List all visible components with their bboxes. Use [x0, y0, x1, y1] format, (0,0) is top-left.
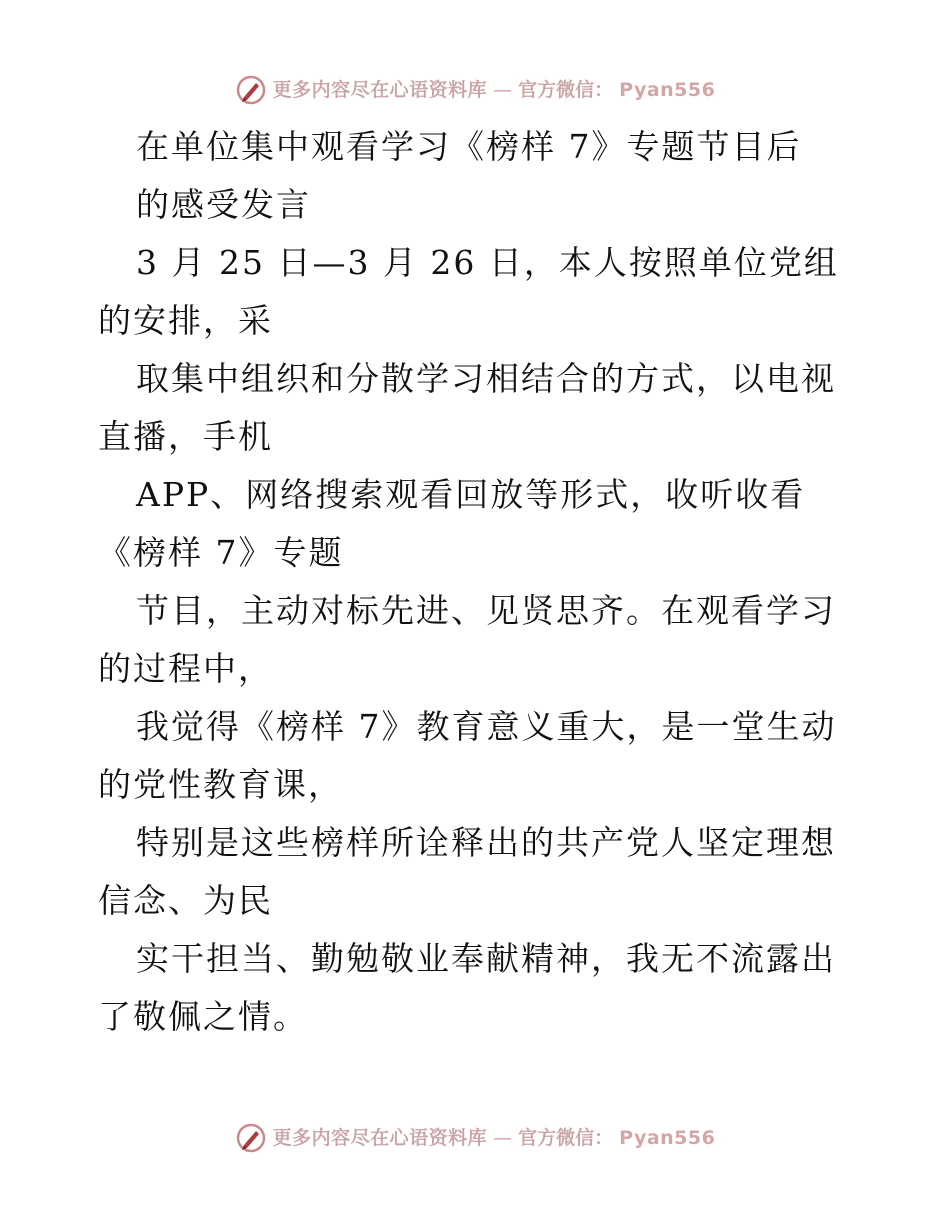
- paragraph-4: 取集中组织和分散学习相结合的方式，以电视直播，手机: [98, 359, 836, 456]
- paragraph-5: APP、网络搜索观看回放等形式，收听收看《榜样 7》专题: [98, 475, 806, 572]
- watermark-wechat-label: 官方微信：: [518, 1126, 614, 1149]
- watermark-wechat-label: 官方微信：: [518, 78, 614, 101]
- document-body: [98, 118, 858, 1046]
- watermark-wechat-id: Pyan556: [619, 78, 716, 101]
- footer-watermark: [0, 1118, 950, 1158]
- watermark-wechat-id: Pyan556: [619, 1126, 716, 1149]
- header-watermark: [0, 70, 950, 110]
- watermark-dash: —: [493, 1126, 513, 1149]
- paragraph-8: 特别是这些榜样所诠释出的共产党人坚定理想信念、为民: [98, 823, 836, 920]
- paragraph-3: 3 月 25 日—3 月 26 日，本人按照单位党组的安排，采: [98, 243, 839, 340]
- paragraph-1: 在单位集中观看学习《榜样 7》专题节目后: [136, 127, 802, 166]
- pen-logo-icon: [235, 1122, 267, 1154]
- paragraph-6: 节目，主动对标先进、见贤思齐。在观看学习的过程中，: [98, 591, 836, 688]
- pen-logo-icon: [235, 74, 267, 106]
- paragraph-9: 实干担当、勤勉敬业奉献精神，我无不流露出了敬佩之情。: [98, 939, 836, 1036]
- watermark-dash: —: [493, 78, 513, 101]
- paragraph-7: 我觉得《榜样 7》教育意义重大，是一堂生动的党性教育课，: [98, 707, 837, 804]
- paragraph-2: 的感受发言: [136, 185, 311, 224]
- watermark-main-text: 更多内容尽在心语资料库: [272, 78, 488, 101]
- watermark-main-text: 更多内容尽在心语资料库: [272, 1126, 488, 1149]
